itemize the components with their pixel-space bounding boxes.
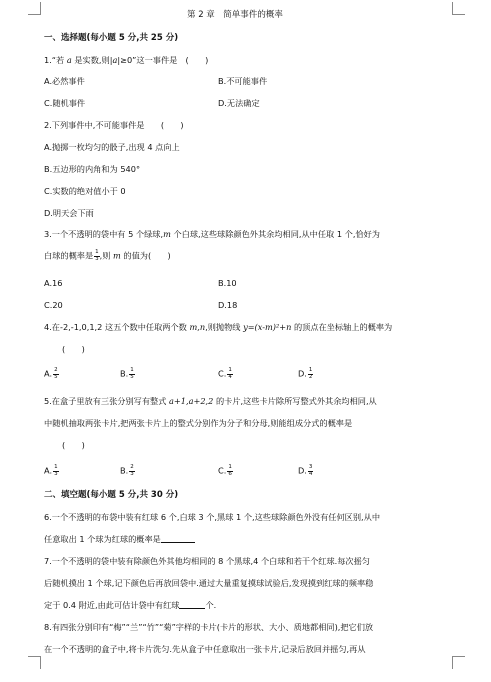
question-6-line-1: 6.一个不透明的布袋中装有红球 6 个,白球 3 个,黑球 1 个,这些球除颜色外没有任何区别,从中 [44,512,381,522]
question-6-line-2: 任意取出 1 个球为红球的概率是 [44,535,195,543]
question-7-line-1: 7.一个不透明的袋中装有除颜色外其他均相同的 8 个黑球,4 个白球和若干个红球.每次摇匀 [44,556,370,566]
q1-option-c: C.随机事件 [44,98,86,108]
q4-option-b: B. $\frac{1}{5}$ [120,367,134,380]
question-5-line-2: 中随机抽取两张卡片,把两张卡片上的整式分别作为分子和分母,则能组成分式的概率是 [44,418,353,428]
crop-mark-top-right [452,2,465,15]
crop-mark-bottom-right [452,656,465,669]
q1-option-b: B.不可能事件 [218,76,268,86]
q3-option-c: C.20 [44,300,63,310]
question-8-line-1: 8.有四张分别印有“梅”“兰”“竹”“菊”字样的卡片(卡片的形状、大小、质地都相同),把它们放 [44,622,374,632]
q2-option-a: A.抛掷一枚均匀的骰子,出现 4 点向上 [44,142,180,152]
question-5-answer-bracket: ( ) [62,440,85,450]
q6-answer-blank[interactable] [161,535,195,543]
q3-option-a: A.16 [44,278,63,288]
question-1-stem: 1.“若 a 是实数,则|a|≥0”这一事件是 ( ) [44,55,209,65]
q2-option-d: D.明天会下雨 [44,208,94,218]
q1-option-d: D.无法确定 [218,98,260,108]
question-3-line-1: 3.一个不透明的袋中有 5 个绿球,m 个白球,这些球除颜色外其余均相同,从中任取 1 个,恰好为 [44,229,380,239]
q4-option-c: C. $\frac{1}{4}$ [218,367,232,380]
q2-option-c: C.实数的绝对值小于 0 [44,186,126,196]
question-4-line-1: 4.在-2,-1,0,1,2 这五个数中任取两个数 m,n,则抛物线 y=(x-m)²+n 的顶点在坐标轴上的概率为 [44,322,393,332]
question-7-line-2: 后随机摸出 1 个球,记下颜色后再放回袋中.通过大量重复摸球试验后,发现摸到红球的频率稳 [44,578,374,588]
q3-option-d: D.18 [218,300,238,310]
section-heading-choice: 一、选择题(每小题 5 分,共 25 分) [44,33,179,43]
page-title: 第 2 章 简单事件的概率 [187,10,283,20]
q5-option-c: C. $\frac{1}{6}$ [218,464,232,477]
q4-option-a: A. $\frac{2}{5}$ [44,367,58,380]
crop-mark-top-left [28,2,41,15]
question-4-answer-bracket: ( ) [62,344,85,354]
q1-option-a: A.必然事件 [44,76,85,86]
question-8-line-2: 在一个不透明的盒子中,将卡片洗匀.先从盒子中任意取出一张卡片,记录后放回并摇匀,再从 [44,644,366,654]
q5-option-d: D. $\frac{3}{4}$ [298,464,313,477]
section-heading-fill-in: 二、填空题(每小题 5 分,共 30 分) [44,490,179,500]
q2-option-b: B.五边形的内角和为 540° [44,164,141,174]
q5-option-a: A. $\frac{1}{3}$ [44,464,58,477]
question-5-line-1: 5.在盒子里放有三张分别写有整式 a+1,a+2,2 的卡片,这些卡片除所写整式外其余均相同,从 [44,396,377,406]
question-2-stem: 2.下列事件中,不可能事件是 ( ) [44,120,184,130]
q5-option-b: B. $\frac{2}{3}$ [120,464,134,477]
crop-mark-bottom-left [28,656,41,669]
q3-fraction: $\frac{1}{3}$ [95,249,99,262]
question-7-line-3: 定于 0.4 附近,由此可估计袋中有红球 个. [44,600,217,610]
q4-option-d: D. $\frac{1}{2}$ [298,367,313,380]
q7-answer-blank[interactable] [179,601,205,609]
q3-option-b: B.10 [218,278,237,288]
question-3-line-2: 白球的概率是 $\frac{1}{3}$ ,则 m 的值为( ) [44,249,171,262]
